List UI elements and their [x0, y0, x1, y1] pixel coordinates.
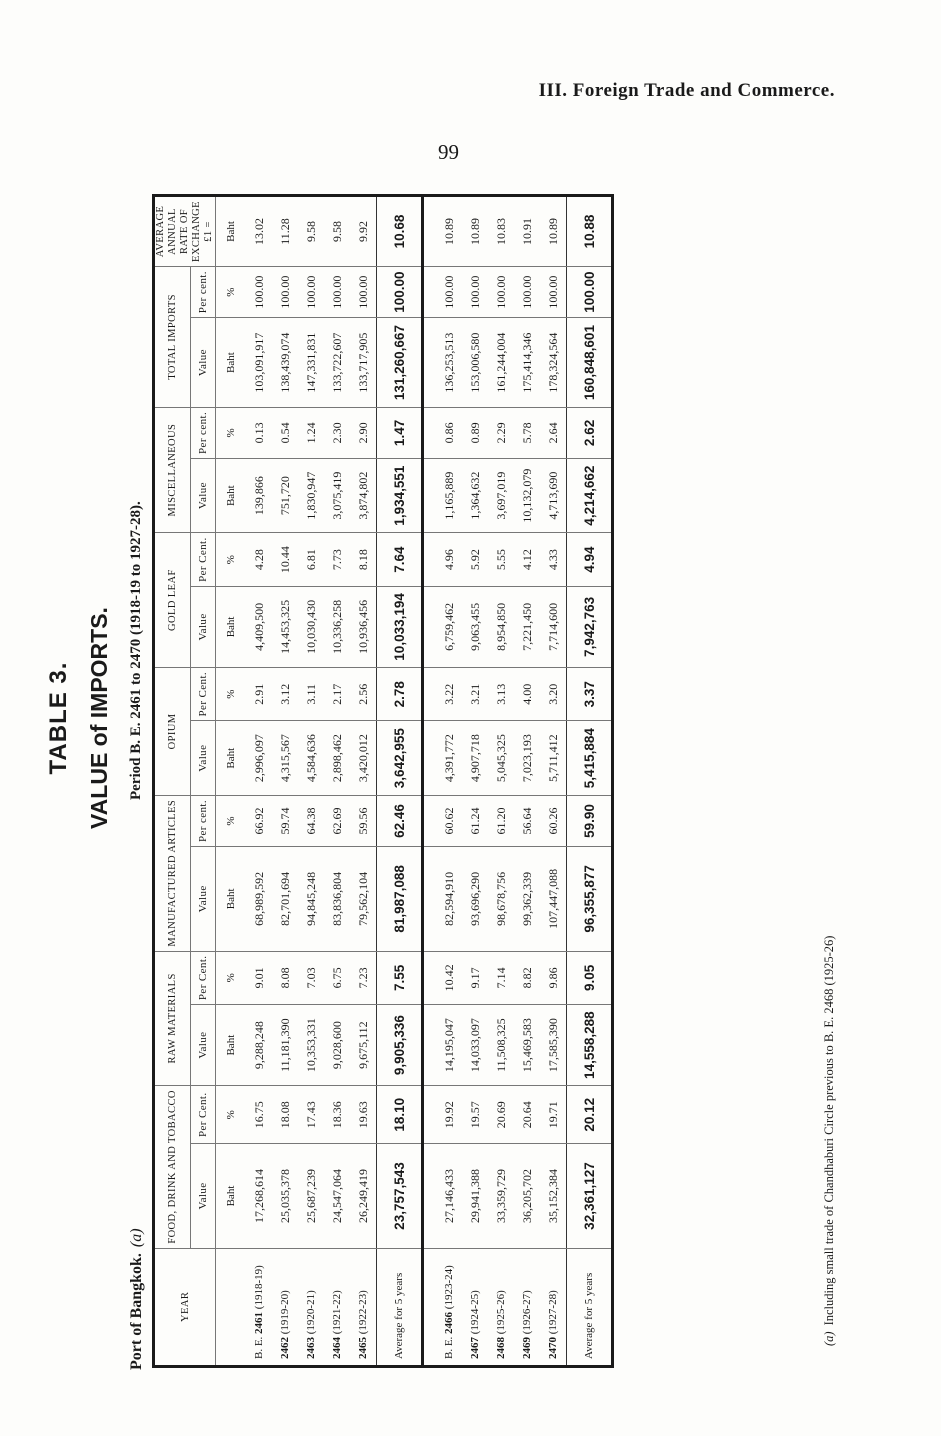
avg-misc: 1,934,551 [377, 458, 423, 532]
year-period: (1925-26) [495, 1290, 508, 1337]
year-be: 2468 [495, 1337, 508, 1359]
unit-percent: % [216, 407, 247, 458]
average-label: Average for 5 years [377, 1248, 423, 1366]
subheader-per-cent: Per cent. [191, 407, 216, 458]
cell-total-pct: 100.00 [488, 266, 514, 317]
cell-man-pct: 61.20 [488, 795, 514, 846]
cell-misc: 1,830,947 [298, 458, 324, 532]
cell-opium: 4,907,718 [462, 721, 488, 795]
cell-raw-pct: 9.01 [246, 951, 272, 1005]
unit-percent: % [216, 1086, 247, 1144]
avg-man: 81,987,088 [377, 847, 423, 951]
cell-raw-pct: 7.14 [488, 951, 514, 1005]
subheader-per-cent: Per cent. [191, 795, 216, 846]
cell-opium: 4,315,567 [272, 721, 298, 795]
cell-opium: 5,711,412 [540, 721, 567, 795]
avg-raw-pct: 9.05 [567, 951, 613, 1005]
cell-misc-pct: 0.13 [246, 407, 272, 458]
cell-man: 99,362,339 [514, 847, 540, 951]
cell-rate: 9.58 [298, 196, 324, 267]
year-be: 2467 [469, 1337, 482, 1359]
cell-food-pct: 20.69 [488, 1086, 514, 1144]
cell-gold-pct: 4.33 [540, 533, 567, 587]
header-opium: OPIUM [154, 667, 191, 795]
avg-man-pct: 59.90 [567, 795, 613, 846]
cell-misc-pct: 1.24 [298, 407, 324, 458]
year-be: 2464 [331, 1337, 344, 1359]
year-cell [488, 1248, 514, 1366]
cell-total-pct: 100.00 [350, 266, 377, 317]
cell-food-pct: 19.71 [540, 1086, 567, 1144]
cell-misc: 4,713,690 [540, 458, 567, 532]
table-title: TABLE 3. [45, 661, 72, 775]
avg-total: 131,260,667 [377, 318, 423, 408]
avg-misc: 4,214,662 [567, 458, 613, 532]
footnote-mark: (a) [822, 1331, 836, 1346]
table-row [246, 196, 272, 1367]
header-exchange: AVERAGE ANNUAL RATE OF EXCHANGE £1 = [154, 196, 216, 267]
unit-baht: Baht [216, 1144, 247, 1248]
table-subtitle: VALUE of IMPORTS. [86, 607, 112, 829]
year-period: (1919-20) [279, 1290, 292, 1337]
subheader-value: Value [191, 721, 216, 795]
cell-gold-pct: 4.96 [436, 533, 462, 587]
cell-total-pct: 100.00 [324, 266, 350, 317]
spacer-cell [423, 795, 437, 846]
cell-food: 26,249,419 [350, 1144, 377, 1248]
unit-baht: Baht [216, 1005, 247, 1086]
avg-food-pct: 20.12 [567, 1086, 613, 1144]
cell-raw: 17,585,390 [540, 1005, 567, 1086]
unit-baht: Baht [216, 721, 247, 795]
spacer-cell [423, 318, 437, 408]
unit-baht: Baht [216, 847, 247, 951]
footnote-text: Including small trade of Chandhaburi Circle previous to B. E. 2468 (1925-26) [822, 935, 836, 1326]
year-cell [350, 1248, 377, 1366]
year-period: (1921-22) [331, 1290, 344, 1337]
cell-man-pct: 59.56 [350, 795, 377, 846]
cell-food: 24,547,064 [324, 1144, 350, 1248]
cell-food-pct: 19.57 [462, 1086, 488, 1144]
cell-food: 25,687,239 [298, 1144, 324, 1248]
year-cell [514, 1248, 540, 1366]
port-footnote-mark: (a) [128, 1228, 145, 1248]
cell-opium-pct: 4.00 [514, 667, 540, 721]
cell-total: 161,244,004 [488, 318, 514, 408]
cell-opium-pct: 3.21 [462, 667, 488, 721]
spacer-cell [423, 196, 437, 267]
subheader-value: Value [191, 1144, 216, 1248]
cell-total-pct: 100.00 [298, 266, 324, 317]
cell-rate: 9.92 [350, 196, 377, 267]
footnote [822, 936, 837, 1346]
cell-opium-pct: 3.13 [488, 667, 514, 721]
subheader-per-cent: Per Cent. [191, 1086, 216, 1144]
cell-misc-pct: 5.78 [514, 407, 540, 458]
unit-percent: % [216, 266, 247, 317]
year-cell [436, 1248, 462, 1366]
cell-rate: 10.91 [514, 196, 540, 267]
spacer-row [423, 196, 437, 1367]
cell-misc-pct: 2.64 [540, 407, 567, 458]
avg-total: 160,848,601 [567, 318, 613, 408]
average-row [567, 196, 613, 1367]
spacer-cell [423, 667, 437, 721]
avg-rate: 10.68 [377, 196, 423, 267]
cell-gold-pct: 4.28 [246, 533, 272, 587]
subheader-per-cent: Per Cent. [191, 533, 216, 587]
avg-food-pct: 18.10 [377, 1086, 423, 1144]
year-cell [272, 1248, 298, 1366]
table-row [350, 196, 377, 1367]
cell-opium-pct: 2.17 [324, 667, 350, 721]
year-period: (1926-27) [521, 1290, 534, 1337]
cell-raw-pct: 8.08 [272, 951, 298, 1005]
unit-baht: Baht [216, 458, 247, 532]
cell-gold: 4,409,500 [246, 586, 272, 667]
cell-raw: 9,288,248 [246, 1005, 272, 1086]
cell-total-pct: 100.00 [246, 266, 272, 317]
cell-total: 178,324,564 [540, 318, 567, 408]
year-be: 2466 [443, 1311, 456, 1334]
table-row [488, 196, 514, 1367]
cell-raw: 14,033,097 [462, 1005, 488, 1086]
cell-rate: 9.58 [324, 196, 350, 267]
year-period: (1923-24) [443, 1265, 456, 1312]
avg-food: 23,757,543 [377, 1144, 423, 1248]
cell-gold-pct: 8.18 [350, 533, 377, 587]
cell-opium: 2,898,462 [324, 721, 350, 795]
cell-rate: 10.83 [488, 196, 514, 267]
avg-food: 32,361,127 [567, 1144, 613, 1248]
header-misc: MISCELLANEOUS [154, 407, 191, 532]
cell-man: 68,989,592 [246, 847, 272, 951]
cell-raw: 10,353,331 [298, 1005, 324, 1086]
spacer-cell [423, 407, 437, 458]
cell-opium: 4,391,772 [436, 721, 462, 795]
cell-man: 79,562,104 [350, 847, 377, 951]
spacer-cell [423, 586, 437, 667]
cell-rate: 13.02 [246, 196, 272, 267]
table-row [436, 196, 462, 1367]
table-row [540, 196, 567, 1367]
cell-misc: 3,697,019 [488, 458, 514, 532]
header-raw: RAW MATERIALS [154, 951, 191, 1086]
spacer-cell [423, 533, 437, 587]
cell-man: 82,594,910 [436, 847, 462, 951]
cell-total: 153,006,580 [462, 318, 488, 408]
avg-gold-pct: 4.94 [567, 533, 613, 587]
cell-gold: 7,221,450 [514, 586, 540, 667]
cell-raw: 11,508,325 [488, 1005, 514, 1086]
subheader-value: Value [191, 318, 216, 408]
cell-food-pct: 17.43 [298, 1086, 324, 1144]
year-cell [246, 1248, 272, 1366]
avg-total-pct: 100.00 [377, 266, 423, 317]
cell-food: 17,268,614 [246, 1144, 272, 1248]
cell-total-pct: 100.00 [436, 266, 462, 317]
cell-total-pct: 100.00 [462, 266, 488, 317]
cell-opium: 4,584,636 [298, 721, 324, 795]
cell-total: 175,414,346 [514, 318, 540, 408]
avg-gold: 10,033,194 [377, 586, 423, 667]
cell-man-pct: 62.69 [324, 795, 350, 846]
unit-baht: Baht [216, 586, 247, 667]
cell-man-pct: 60.26 [540, 795, 567, 846]
cell-misc: 751,720 [272, 458, 298, 532]
year-be: 2463 [305, 1337, 318, 1359]
cell-raw-pct: 6.75 [324, 951, 350, 1005]
year-be: 2465 [357, 1337, 370, 1359]
year-be: 2462 [279, 1337, 292, 1359]
subheader-value: Value [191, 1005, 216, 1086]
cell-raw: 9,028,600 [324, 1005, 350, 1086]
cell-man-pct: 59.74 [272, 795, 298, 846]
year-period: (1924-25) [469, 1290, 482, 1337]
avg-opium: 3,642,955 [377, 721, 423, 795]
cell-raw-pct: 7.23 [350, 951, 377, 1005]
cell-raw-pct: 9.86 [540, 951, 567, 1005]
cell-misc: 1,165,889 [436, 458, 462, 532]
spacer-cell [423, 266, 437, 317]
cell-total: 103,091,917 [246, 318, 272, 408]
subheader-per-cent: Per Cent. [191, 667, 216, 721]
cell-misc-pct: 2.30 [324, 407, 350, 458]
cell-misc-pct: 0.86 [436, 407, 462, 458]
cell-opium-pct: 3.11 [298, 667, 324, 721]
cell-opium-pct: 3.20 [540, 667, 567, 721]
cell-raw-pct: 9.17 [462, 951, 488, 1005]
cell-misc-pct: 0.89 [462, 407, 488, 458]
year-period: (1920-21) [305, 1290, 318, 1337]
avg-man: 96,355,877 [567, 847, 613, 951]
table-row [462, 196, 488, 1367]
cell-man-pct: 66.92 [246, 795, 272, 846]
cell-opium: 2,996,097 [246, 721, 272, 795]
cell-gold-pct: 5.92 [462, 533, 488, 587]
cell-man: 98,678,756 [488, 847, 514, 951]
cell-misc: 3,075,419 [324, 458, 350, 532]
year-period: (1922-23) [357, 1290, 370, 1337]
imports-table [152, 194, 614, 1368]
avg-opium-pct: 3.37 [567, 667, 613, 721]
cell-raw: 15,469,583 [514, 1005, 540, 1086]
table-row [298, 196, 324, 1367]
spacer-cell [423, 847, 437, 951]
cell-raw: 9,675,112 [350, 1005, 377, 1086]
chapter-heading: III. Foreign Trade and Commerce. [538, 80, 835, 101]
cell-opium-pct: 3.22 [436, 667, 462, 721]
cell-rate: 10.89 [462, 196, 488, 267]
cell-gold-pct: 6.81 [298, 533, 324, 587]
period-label: Period B. E. 2461 to 2470 (1918-19 to 1927-28). [128, 501, 144, 800]
cell-food: 25,035,378 [272, 1144, 298, 1248]
average-label: Average for 5 years [567, 1248, 613, 1366]
cell-rate: 11.28 [272, 196, 298, 267]
unit-percent: % [216, 795, 247, 846]
cell-opium: 7,023,193 [514, 721, 540, 795]
cell-man-pct: 56.64 [514, 795, 540, 846]
year-prefix: B. E. [253, 1333, 266, 1359]
avg-raw: 9,905,336 [377, 1005, 423, 1086]
year-be: 2461 [253, 1311, 266, 1334]
unit-percent: % [216, 951, 247, 1005]
cell-misc: 10,132,079 [514, 458, 540, 532]
port-label [128, 1228, 146, 1370]
table-row [514, 196, 540, 1367]
table-row [324, 196, 350, 1367]
cell-misc: 1,364,632 [462, 458, 488, 532]
cell-gold: 9,063,455 [462, 586, 488, 667]
avg-total-pct: 100.00 [567, 266, 613, 317]
header-food: FOOD, DRINK AND TOBACCO [154, 1086, 191, 1249]
cell-total: 136,253,513 [436, 318, 462, 408]
cell-gold-pct: 7.73 [324, 533, 350, 587]
spacer-cell [423, 951, 437, 1005]
cell-rate: 10.89 [540, 196, 567, 267]
cell-food: 33,359,729 [488, 1144, 514, 1248]
cell-misc-pct: 2.90 [350, 407, 377, 458]
table-body [216, 196, 613, 1367]
page-number: 99 [438, 140, 459, 164]
avg-opium-pct: 2.78 [377, 667, 423, 721]
year-cell [462, 1248, 488, 1366]
cell-total: 133,722,607 [324, 318, 350, 408]
cell-misc: 139,866 [246, 458, 272, 532]
year-cell [324, 1248, 350, 1366]
avg-raw-pct: 7.55 [377, 951, 423, 1005]
cell-man-pct: 64.38 [298, 795, 324, 846]
unit-percent: % [216, 667, 247, 721]
cell-opium-pct: 2.91 [246, 667, 272, 721]
cell-total: 147,331,831 [298, 318, 324, 408]
cell-gold: 10,030,430 [298, 586, 324, 667]
cell-man: 82,701,694 [272, 847, 298, 951]
cell-opium: 5,045,325 [488, 721, 514, 795]
year-period: (1927-28) [547, 1290, 560, 1337]
cell-opium-pct: 2.56 [350, 667, 377, 721]
cell-man: 83,836,804 [324, 847, 350, 951]
cell-food-pct: 18.08 [272, 1086, 298, 1144]
cell-gold-pct: 4.12 [514, 533, 540, 587]
header-manufactured: MANUFACTURED ARTICLES [154, 795, 191, 951]
year-cell [540, 1248, 567, 1366]
average-row [377, 196, 423, 1367]
avg-misc-pct: 2.62 [567, 407, 613, 458]
cell-food-pct: 19.63 [350, 1086, 377, 1144]
avg-gold: 7,942,763 [567, 586, 613, 667]
cell-gold: 10,336,258 [324, 586, 350, 667]
cell-misc-pct: 0.54 [272, 407, 298, 458]
cell-total-pct: 100.00 [514, 266, 540, 317]
avg-rate: 10.88 [567, 196, 613, 267]
cell-man: 93,696,290 [462, 847, 488, 951]
header-total: TOTAL IMPORTS [154, 266, 191, 407]
port-name: Port of Bangkok. [128, 1253, 145, 1370]
subheader-per-cent: Per Cent. [191, 951, 216, 1005]
avg-misc-pct: 1.47 [377, 407, 423, 458]
unit-baht: Baht [216, 196, 247, 267]
year-period: (1918-19) [253, 1265, 266, 1312]
cell-raw: 14,195,047 [436, 1005, 462, 1086]
unit-percent: % [216, 533, 247, 587]
cell-man: 107,447,088 [540, 847, 567, 951]
cell-misc-pct: 2.29 [488, 407, 514, 458]
year-be: 2470 [547, 1337, 560, 1359]
cell-food: 35,152,384 [540, 1144, 567, 1248]
cell-total-pct: 100.00 [272, 266, 298, 317]
cell-total-pct: 100.00 [540, 266, 567, 317]
cell-food-pct: 20.64 [514, 1086, 540, 1144]
cell-food-pct: 16.75 [246, 1086, 272, 1144]
spacer-cell [423, 721, 437, 795]
cell-gold: 10,936,456 [350, 586, 377, 667]
avg-raw: 14,558,288 [567, 1005, 613, 1086]
subheader-value: Value [191, 847, 216, 951]
cell-total: 133,717,905 [350, 318, 377, 408]
cell-rate: 10.89 [436, 196, 462, 267]
cell-raw-pct: 8.82 [514, 951, 540, 1005]
subheader-per-cent: Per cent. [191, 266, 216, 317]
cell-raw: 11,181,390 [272, 1005, 298, 1086]
subheader-value: Value [191, 458, 216, 532]
cell-opium: 3,420,012 [350, 721, 377, 795]
cell-food: 29,941,388 [462, 1144, 488, 1248]
year-cell [298, 1248, 324, 1366]
spacer-cell [423, 1086, 437, 1144]
spacer-cell [423, 1005, 437, 1086]
cell-gold: 7,714,600 [540, 586, 567, 667]
cell-food-pct: 19.92 [436, 1086, 462, 1144]
header-gold: GOLD LEAF [154, 533, 191, 668]
avg-man-pct: 62.46 [377, 795, 423, 846]
cell-gold-pct: 10.44 [272, 533, 298, 587]
cell-opium-pct: 3.12 [272, 667, 298, 721]
cell-raw-pct: 10.42 [436, 951, 462, 1005]
cell-total: 138,439,074 [272, 318, 298, 408]
cell-misc: 3,874,802 [350, 458, 377, 532]
units-row [216, 196, 247, 1367]
avg-gold-pct: 7.64 [377, 533, 423, 587]
subheader-value: Value [191, 586, 216, 667]
cell-food-pct: 18.36 [324, 1086, 350, 1144]
cell-food: 27,146,433 [436, 1144, 462, 1248]
cell-gold: 8,954,850 [488, 586, 514, 667]
header-year: YEAR [154, 1248, 216, 1366]
cell-food: 36,205,702 [514, 1144, 540, 1248]
unit-baht: Baht [216, 318, 247, 408]
avg-opium: 5,415,884 [567, 721, 613, 795]
cell-man-pct: 60.62 [436, 795, 462, 846]
cell-gold: 6,759,462 [436, 586, 462, 667]
spacer-cell [423, 1248, 437, 1366]
cell-man-pct: 61.24 [462, 795, 488, 846]
cell-raw-pct: 7.03 [298, 951, 324, 1005]
year-prefix: B. E. [443, 1333, 456, 1359]
cell-gold-pct: 5.55 [488, 533, 514, 587]
spacer-cell [423, 1144, 437, 1248]
table-row [272, 196, 298, 1367]
cell-man: 94,845,248 [298, 847, 324, 951]
year-be: 2469 [521, 1337, 534, 1359]
cell-gold: 14,453,325 [272, 586, 298, 667]
spacer-cell [423, 458, 437, 532]
